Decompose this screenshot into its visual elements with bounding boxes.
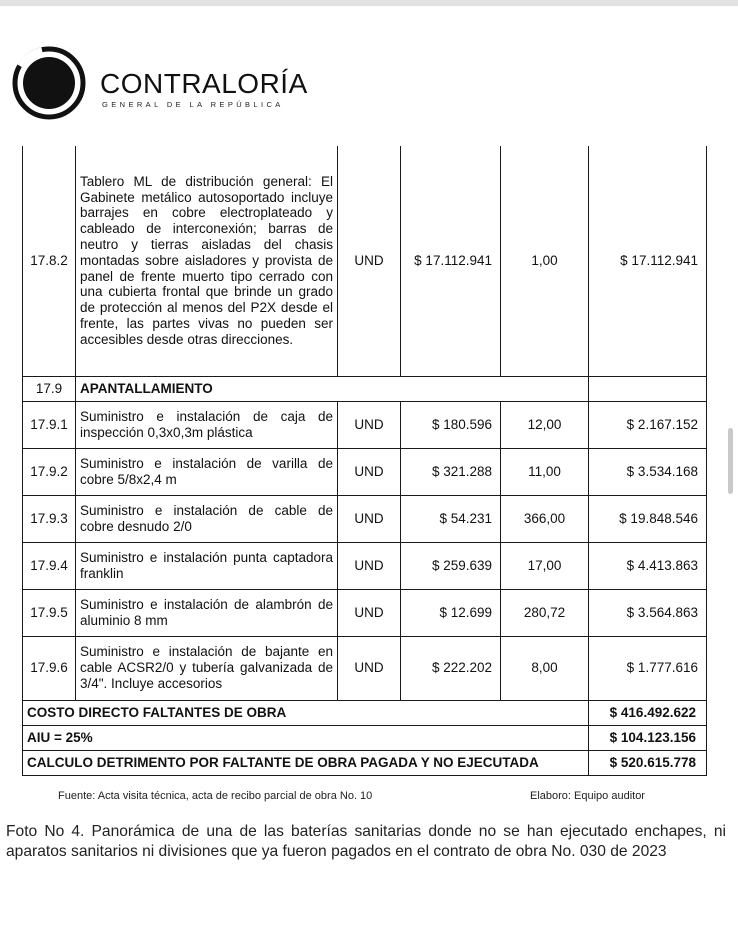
budget-table xyxy=(22,146,707,776)
item-total: $ 19.848.546 xyxy=(589,495,707,542)
section-code: 17.9 xyxy=(23,376,76,401)
item-description: Suministro e instalación de cable de cobre desnudo 2/0 xyxy=(76,495,338,542)
item-code: 17.9.1 xyxy=(23,401,76,448)
item-quantity: 12,00 xyxy=(501,401,589,448)
item-unit-price: $ 259.639 xyxy=(401,542,501,589)
photo-caption: Foto No 4. Panorámica de una de las baterías sanitarias donde no se han ejecutado enchapes, ni aparatos sanitarios ni divisiones que ya fueron pagados en el contrato de obra No. 030 de 2023 xyxy=(6,823,726,860)
item-quantity: 17,00 xyxy=(501,542,589,589)
item-unit: UND xyxy=(338,589,401,636)
item-quantity: 8,00 xyxy=(501,636,589,700)
table-row xyxy=(23,146,707,376)
item-unit: UND xyxy=(338,448,401,495)
section-row xyxy=(23,376,707,401)
table-row xyxy=(23,589,707,636)
item-unit: UND xyxy=(338,542,401,589)
item-total: $ 3.564.863 xyxy=(589,589,707,636)
summary-row-aiu xyxy=(23,725,707,750)
section-title: APANTALLAMIENTO xyxy=(76,376,589,401)
direct-cost-label: COSTO DIRECTO FALTANTES DE OBRA xyxy=(23,700,589,725)
aiu-value: $ 104.123.156 xyxy=(589,725,707,750)
aiu-label: AIU = 25% xyxy=(23,725,589,750)
item-description: Suministro e instalación punta captadora franklin xyxy=(76,542,338,589)
section-total-empty xyxy=(589,376,707,401)
item-unit: UND xyxy=(338,495,401,542)
item-unit-price: $ 321.288 xyxy=(401,448,501,495)
item-total: $ 17.112.941 xyxy=(589,146,707,376)
table-row xyxy=(23,542,707,589)
item-unit-price: $ 12.699 xyxy=(401,589,501,636)
item-quantity: 11,00 xyxy=(501,448,589,495)
table-author-note: Elaboro: Equipo auditor xyxy=(530,790,645,802)
item-quantity: 280,72 xyxy=(501,589,589,636)
item-code: 17.9.5 xyxy=(23,589,76,636)
table-row xyxy=(23,401,707,448)
item-description: Tablero ML de distribución general: El Gabinete metálico autosoportado incluye barrajes en cobre electroplateado y cableado de interconexión; barras de neutro y tierras aisladas del chasis montadas sobre aisladores y provista de panel de frente muerto tipo cerrado con una cubierta frontal que brinde un grado de protección al menos del P2X desde el frente, las partes vivas no pueden ser accesibles desde otras direcciones. xyxy=(76,146,338,376)
item-description: Suministro e instalación de bajante en cable ACSR2/0 y tubería galvanizada de 3/4". Incluye accesorios xyxy=(76,636,338,700)
item-description: Suministro e instalación de varilla de cobre 5/8x2,4 m xyxy=(76,448,338,495)
item-code: 17.9.3 xyxy=(23,495,76,542)
item-unit-price: $ 222.202 xyxy=(401,636,501,700)
table-source-note: Fuente: Acta visita técnica, acta de recibo parcial de obra No. 10 xyxy=(58,790,373,802)
contraloria-seal-icon xyxy=(12,46,86,120)
table-row xyxy=(23,636,707,700)
scrollbar-thumb[interactable] xyxy=(728,428,733,494)
budget-table-container xyxy=(22,146,706,776)
logo-title: CONTRALORÍA xyxy=(100,68,308,99)
item-unit: UND xyxy=(338,146,401,376)
top-edge-bar xyxy=(0,0,738,6)
item-unit-price: $ 180.596 xyxy=(401,401,501,448)
table-row xyxy=(23,495,707,542)
item-quantity: 366,00 xyxy=(501,495,589,542)
item-total: $ 1.777.616 xyxy=(589,636,707,700)
table-row xyxy=(23,448,707,495)
item-description: Suministro e instalación de caja de inspección 0,3x0,3m plástica xyxy=(76,401,338,448)
item-code: 17.9.4 xyxy=(23,542,76,589)
item-total: $ 3.534.168 xyxy=(589,448,707,495)
item-code: 17.9.6 xyxy=(23,636,76,700)
logo-subtitle: GENERAL DE LA REPÚBLICA xyxy=(102,100,284,109)
item-description: Suministro e instalación de alambrón de aluminio 8 mm xyxy=(76,589,338,636)
item-unit: UND xyxy=(338,401,401,448)
item-total: $ 2.167.152 xyxy=(589,401,707,448)
direct-cost-value: $ 416.492.622 xyxy=(589,700,707,725)
detriment-label: CALCULO DETRIMENTO POR FALTANTE DE OBRA PAGADA Y NO EJECUTADA xyxy=(23,750,589,775)
item-unit-price: $ 54.231 xyxy=(401,495,501,542)
summary-row-detriment xyxy=(23,750,707,775)
item-code: 17.9.2 xyxy=(23,448,76,495)
summary-row-direct-cost xyxy=(23,700,707,725)
item-unit-price: $ 17.112.941 xyxy=(401,146,501,376)
contraloria-logo xyxy=(12,46,308,126)
detriment-value: $ 520.615.778 xyxy=(589,750,707,775)
item-quantity: 1,00 xyxy=(501,146,589,376)
item-code: 17.8.2 xyxy=(23,146,76,376)
item-unit: UND xyxy=(338,636,401,700)
item-total: $ 4.413.863 xyxy=(589,542,707,589)
